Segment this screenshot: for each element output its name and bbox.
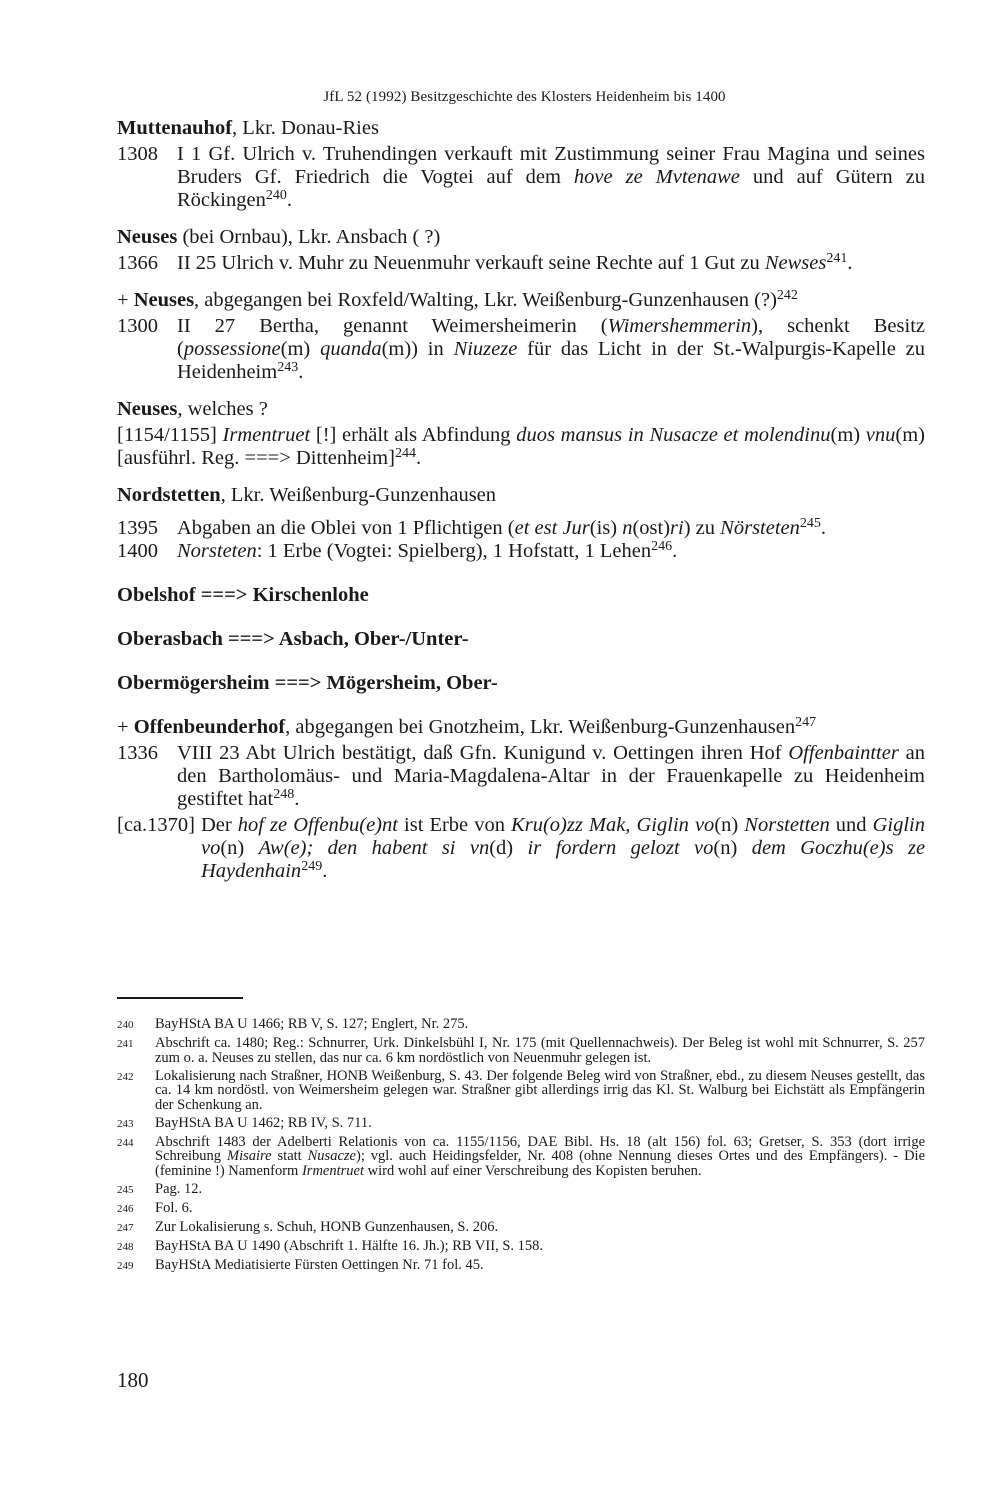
footnote-number: 248 xyxy=(117,1240,134,1253)
running-head: JfL 52 (1992) Besitzgeschichte des Klosters Heidenheim bis 1400 xyxy=(323,89,726,105)
footnote-ref[interactable]: 241 xyxy=(826,251,848,266)
footnote-ref[interactable]: 245 xyxy=(799,516,821,531)
footnote-number: 242 xyxy=(117,1070,134,1083)
footnote-number: 241 xyxy=(117,1038,134,1050)
entry-heading-neuses-ornbau: Neuses (bei Ornbau), Lkr. Ansbach ( ?) xyxy=(117,226,441,248)
footnote-ref[interactable]: 246 xyxy=(651,539,673,554)
footnote xyxy=(117,1182,925,1198)
footnote-text: Abschrift 1483 der Adelberti Relationis von ca. 1155/1156, DAE Bibl. Hs. 18 (alt 156) fol. 63; Gretser, S. 353 (dort irrige Schreibung Misaire statt Nusacze); vgl. auch Heidingsfelder, Nr. 408 (ohne Nennung dieses Ortes und des Empfängers). - Die (feminine !) Namenform Irmentruet wird wohl auf einer Verschreibung des Kopisten beruhen. xyxy=(155,1133,926,1179)
record-date: 1336 xyxy=(117,742,158,764)
footnote-number: 247 xyxy=(117,1221,134,1234)
footnote xyxy=(117,1069,925,1113)
footnote-number: 243 xyxy=(117,1117,134,1130)
footnote-separator xyxy=(117,997,243,999)
entry-heading-neuses-welches: Neuses, welches ? xyxy=(117,398,268,420)
footnote-number: 246 xyxy=(117,1202,134,1215)
footnote-text: Lokalisierung nach Straßner, HONB Weißenburg, S. 43. Der folgende Beleg wird von Straßner, ebd., zu diesem Neuses gestellt, das ca. 14 km nordöstl. von Weimersheim gelegen war. Straßner gibt allerdings irrig das Kl. St. Walburg bei Eichstätt als Empfängerin der Schenkung an. xyxy=(155,1067,925,1113)
footnote-number: 249 xyxy=(117,1259,134,1272)
footnote-text: Zur Lokalisierung s. Schuh, HONB Gunzenhausen, S. 206. xyxy=(155,1218,499,1235)
record-date: 1308 xyxy=(117,143,158,165)
footnote-text: BayHStA BA U 1490 (Abschrift 1. Hälfte 16. Jh.); RB VII, S. 158. xyxy=(155,1237,544,1254)
footnote xyxy=(117,1135,925,1179)
record-date: 1395 xyxy=(117,517,158,539)
footnote xyxy=(117,1239,925,1255)
footnote-text: Abschrift ca. 1480; Reg.: Schnurrer, Urk. Dinkelsbühl I, Nr. 175 (mit Quellennachweis). Der Beleg ist wohl mit Schnurrer, S. 257 zum o. a. Neuses zu stellen, das nur ca. 6 km nordöstlich von Neuenmuhr gelegen ist. xyxy=(155,1035,925,1066)
footnote-ref[interactable]: 243 xyxy=(277,360,299,375)
record-text: Norsteten: 1 Erbe (Vogtei: Spielberg), 1 Hofstatt, 1 Lehen$^{246}$. xyxy=(177,539,678,562)
footnote xyxy=(117,1036,925,1065)
record-text: II 27 Bertha, genannt Weimersheimerin (Wimershemmerin), schenkt Besitz (possessione(m) quanda(m)) in Niuzeze für das Licht in der St.-Walpurgis-Kapelle zu Heidenheim$^{243}$. xyxy=(177,315,925,383)
record-entry xyxy=(117,143,925,212)
footnote-number: 245 xyxy=(117,1183,134,1196)
footnote xyxy=(117,1116,925,1132)
record-entry xyxy=(117,814,925,883)
footnote-ref[interactable]: 247 xyxy=(795,715,817,730)
footnote-number: 244 xyxy=(117,1136,134,1149)
record-entry xyxy=(117,517,925,540)
cross-reference-obermoegersheim: Obermögersheim ===> Mögersheim, Ober- xyxy=(117,672,498,694)
record-entry xyxy=(117,540,925,563)
record-date: [ca.1370] xyxy=(117,814,195,836)
record-entry xyxy=(117,742,925,811)
record-entry xyxy=(117,315,925,384)
page-number: 180 xyxy=(117,1368,149,1392)
footnote-text: Pag. 12. xyxy=(155,1180,203,1197)
record-entry xyxy=(117,252,925,275)
footnotes xyxy=(117,1017,925,1277)
record-text: II 25 Ulrich v. Muhr zu Neuenmuhr verkauft seine Rechte auf 1 Gut zu Newses$^{241}$. xyxy=(177,251,853,274)
footnote-ref[interactable]: 249 xyxy=(301,859,323,874)
entry-heading-neuses-roxfeld: + Neuses, abgegangen bei Roxfeld/Walting, Lkr. Weißenburg-Gunzenhausen (?)$^{242}$ xyxy=(117,288,798,311)
footnote-number: 240 xyxy=(117,1019,134,1031)
record-date: 1300 xyxy=(117,315,158,337)
footnote xyxy=(117,1220,925,1236)
footnote xyxy=(117,1017,925,1033)
footnote-ref[interactable]: 248 xyxy=(273,787,295,802)
record-text: VIII 23 Abt Ulrich bestätigt, daß Gfn. Kunigund v. Oettingen ihren Hof Offenbaintter an den Bartholomäus- und Maria-Magdalena-Altar in der Frauenkapelle zu Heidenheim gestiftet hat$^{248}$. xyxy=(177,742,925,810)
record-text: I 1 Gf. Ulrich v. Truhendingen verkauft mit Zustimmung seiner Frau Magina und seines Bruders Gf. Friedrich die Vogtei auf dem hove ze Mvtenawe und auf Gütern zu Röckingen$^{240}$. xyxy=(177,143,925,211)
main-text xyxy=(117,117,925,883)
footnote-text: BayHStA BA U 1466; RB V, S. 127; Englert, Nr. 275. xyxy=(155,1016,469,1032)
entry-heading-nordstetten: Nordstetten, Lkr. Weißenburg-Gunzenhausen xyxy=(117,484,497,506)
record-text: [1154/1155] Irmentruet [!] erhält als Abfindung duos mansus in Nusacze et molendinu(m) vnu(m) [ausführl. Reg. ===> Dittenheim]$^{244}$. xyxy=(117,424,925,469)
record-text: Der hof ze Offenbu(e)nt ist Erbe von Kru(o)zz Mak, Giglin vo(n) Norstetten und Giglin vo(n) Aw(e); den habent si vn(d) ir fordern gelozt vo(n) dem Goczhu(e)s ze Haydenhain$^{249}$. xyxy=(200,814,926,882)
record-date: 1400 xyxy=(117,540,158,562)
footnote xyxy=(117,1201,925,1217)
record-date: 1366 xyxy=(117,252,158,274)
footnote-text: BayHStA Mediatisierte Fürsten Oettingen Nr. 71 fol. 45. xyxy=(155,1256,484,1273)
cross-reference-obelshof: Obelshof ===> Kirschenlohe xyxy=(117,584,369,606)
footnote-text: Fol. 6. xyxy=(155,1199,193,1216)
footnote-text: BayHStA BA U 1462; RB IV, S. 711. xyxy=(155,1114,372,1131)
record-date: [1154/1155] xyxy=(117,424,217,446)
footnote xyxy=(117,1258,925,1274)
footnote-ref[interactable]: 242 xyxy=(776,288,798,303)
entry-heading-muttenauhof: Muttenauhof, Lkr. Donau-Ries xyxy=(117,117,379,139)
footnote-ref[interactable]: 244 xyxy=(394,446,416,461)
cross-reference-oberasbach: Oberasbach ===> Asbach, Ober-/Unter- xyxy=(117,628,469,650)
record-entry xyxy=(117,424,925,470)
record-text: Abgaben an die Oblei von 1 Pflichtigen (et est Jur(is) n(ost)ri) zu Nörsteten$^{245}$. xyxy=(177,516,827,539)
footnote-ref[interactable]: 240 xyxy=(265,188,287,203)
entry-heading-offenbeunderhof: + Offenbeunderhof, abgegangen bei Gnotzheim, Lkr. Weißenburg-Gunzenhausen$^{247}$ xyxy=(117,715,817,738)
